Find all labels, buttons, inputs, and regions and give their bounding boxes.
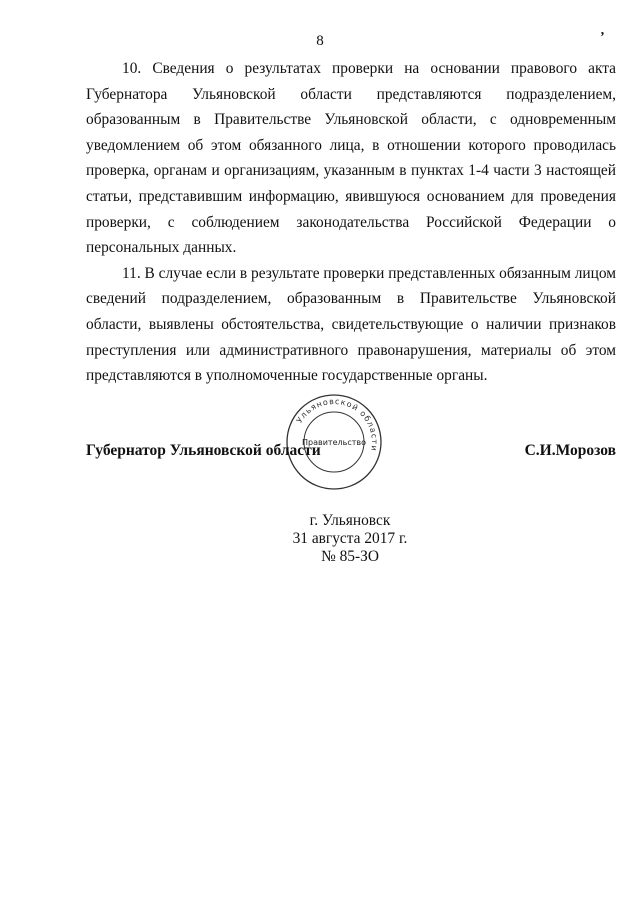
signatory-position: Губернатор Ульяновской области <box>86 442 321 459</box>
signatory-name: С.И.Морозов <box>524 442 616 459</box>
law-number: № 85-ЗО <box>321 548 379 565</box>
city: г. Ульяновск <box>309 512 391 529</box>
page-number: 8 <box>316 33 324 49</box>
date: 31 августа 2017 г. <box>292 530 408 547</box>
place-date-block <box>0 512 640 566</box>
seal-ring-text: Ульяновской области <box>294 396 380 453</box>
paragraph-11: 11. В случае если в результате проверки представленных обязанным лицом сведений подразделением, образованным в Правительстве Ульяновской области, выявлены обстоятельства, свидетельствующие о наличии признаков преступления или административного правонарушения, материалы об этом представляются в уполномоченные государственные органы. <box>86 264 616 385</box>
paragraph-10: 10. Сведения о результатах проверки на основании правового акта Губернатора Ульяновской области представляются подразделением, образованным в Правительстве Ульяновской области, с одновременным уведомлением об этом обязанного лица, в отношении которого проводилась проверка, органам и организациям, указанным в пунктах 1-4 части 3 настоящей статьи, представившим информацию, явившуюся основанием для проведения проверки, с соблюдением законодательства Российской Федерации о персональных данных. <box>86 60 616 257</box>
seal-center-text: Правительство <box>302 438 366 447</box>
document-body <box>86 56 616 389</box>
corner-mark: ’ <box>600 30 605 45</box>
